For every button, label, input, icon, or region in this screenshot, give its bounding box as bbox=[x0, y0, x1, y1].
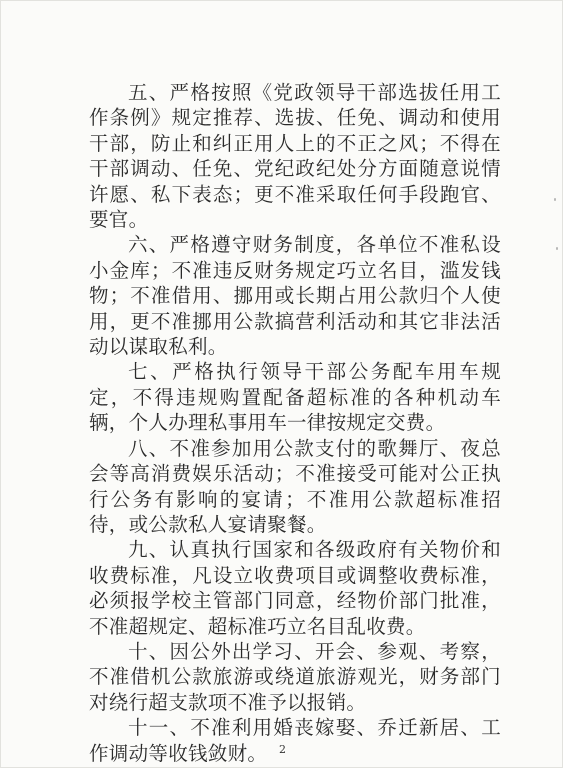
paragraph-10: 十、因公外出学习、开会、参观、考察，不准借机公款旅游或绕道旅游观光，财务部门对绕行超支款项不准予以报销。 bbox=[89, 639, 501, 714]
document-body bbox=[89, 80, 501, 766]
paragraph-7: 七、严格执行领导干部公务配车用车规定，不得违规购置配备超标准的各种机动车辆，个人办理私事用车一律按规定交费。 bbox=[89, 360, 501, 435]
paragraph-5: 五、严格按照《党政领导干部选拔任用工作条例》规定推荐、选拔、任免、调动和使用干部，防止和纠正用人上的不正之风；不得在干部调动、任免、党纪政纪处分方面随意说情许愿、私下表态；更不准采取任何手段跑官、要官。 bbox=[89, 81, 501, 232]
scan-speck bbox=[556, 247, 558, 250]
paragraph-8: 八、不准参加用公款支付的歌舞厅、夜总会等高消费娱乐活动；不准接受可能对公正执行公务有影响的宴请；不准用公款超标准招待，或公款私人宴请聚餐。 bbox=[89, 436, 501, 536]
paragraph-6: 六、严格遵守财务制度，各单位不准私设小金库；不准违反财务规定巧立名目，滥发钱物；不准借用、挪用或长期占用公款归个人使用，更不准挪用公款搞营利活动和其它非法活动以谋取私利。 bbox=[89, 233, 501, 359]
scan-speck bbox=[554, 198, 556, 201]
paragraph-9: 九、认真执行国家和各级政府有关物价和收费标准，凡设立收费项目或调整收费标准，必须报学校主管部门同意，经物价部门批准，不准超规定、超标准巧立名目乱收费。 bbox=[89, 538, 501, 638]
paragraph-11: 十一、不准利用婚丧嫁娶、乔迁新居、工作调动等收钱敛财。 bbox=[89, 716, 501, 765]
page-number: 2 bbox=[279, 743, 286, 756]
